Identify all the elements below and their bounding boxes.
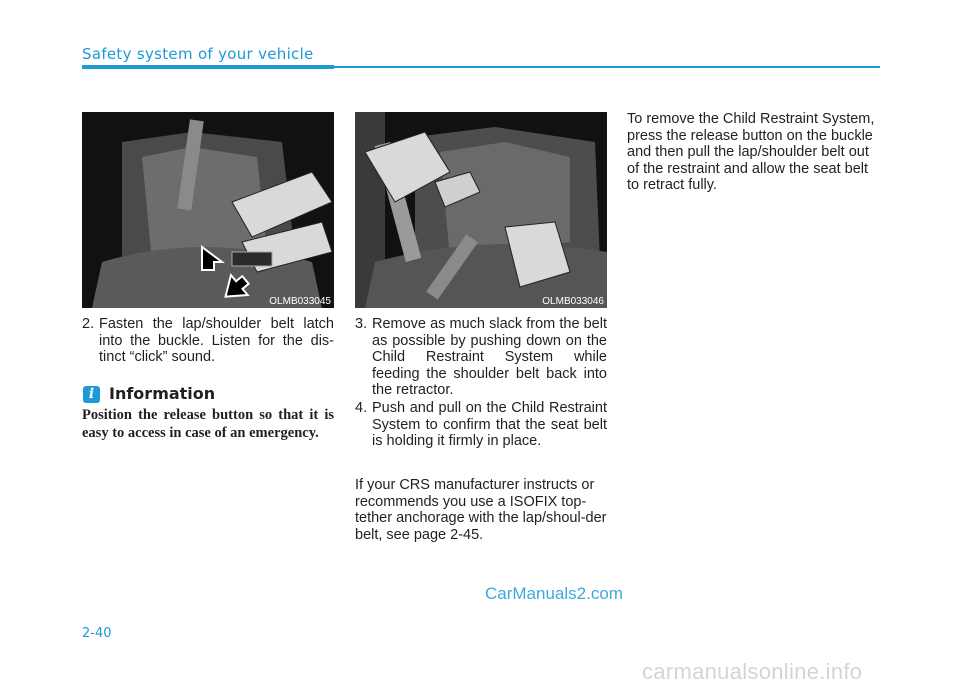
step-text: Remove as much slack from the belt as possible by pushing down on the Child Restraint System while feeding the shoulder belt back into the retractor. — [372, 316, 607, 398]
step-2 — [82, 316, 334, 366]
info-body: Position the release button so that it is easy to access in case of an emergency. — [82, 407, 334, 441]
seat-belt-push-illustration-icon — [355, 112, 607, 308]
step-4 — [355, 400, 607, 450]
step-number: 2. — [82, 316, 95, 332]
isofix-paragraph: If your CRS manufacturer instructs or recommends you use a ISOFIX top-tether anchorage with the lap/shoul-der belt, see page 2-45. — [355, 477, 607, 543]
figure-buckle — [82, 112, 334, 308]
page-number: 2-40 — [82, 626, 112, 641]
info-title: Information — [109, 384, 216, 403]
figure-code: OLMB033045 — [269, 296, 331, 307]
seat-buckle-illustration-icon — [82, 112, 334, 308]
footer-site-watermark: carmanualsonline.info — [642, 659, 863, 684]
step-text: Fasten the lap/shoulder belt latch into the buckle. Listen for the dis-tinct “click” sound. — [99, 316, 334, 365]
watermark-link[interactable]: CarManuals2.com — [485, 584, 623, 603]
step-number: 4. — [355, 400, 368, 416]
header-rule — [334, 66, 880, 68]
remove-crs-paragraph: To remove the Child Restraint System, press the release button on the buckle and then pull the lap/shoulder belt out of the restraint and allow the seat belt to retract fully. — [627, 111, 875, 193]
step-text: Push and pull on the Child Restraint System to confirm that the seat belt is holding it firmly in place. — [372, 400, 607, 449]
step-number: 3. — [355, 316, 368, 332]
header-rule-accent — [82, 65, 334, 69]
figure-code: OLMB033046 — [542, 296, 604, 307]
info-icon: i — [83, 386, 100, 403]
section-title: Safety system of your vehicle — [82, 45, 314, 63]
figure-push-down — [355, 112, 607, 308]
step-3 — [355, 316, 607, 399]
